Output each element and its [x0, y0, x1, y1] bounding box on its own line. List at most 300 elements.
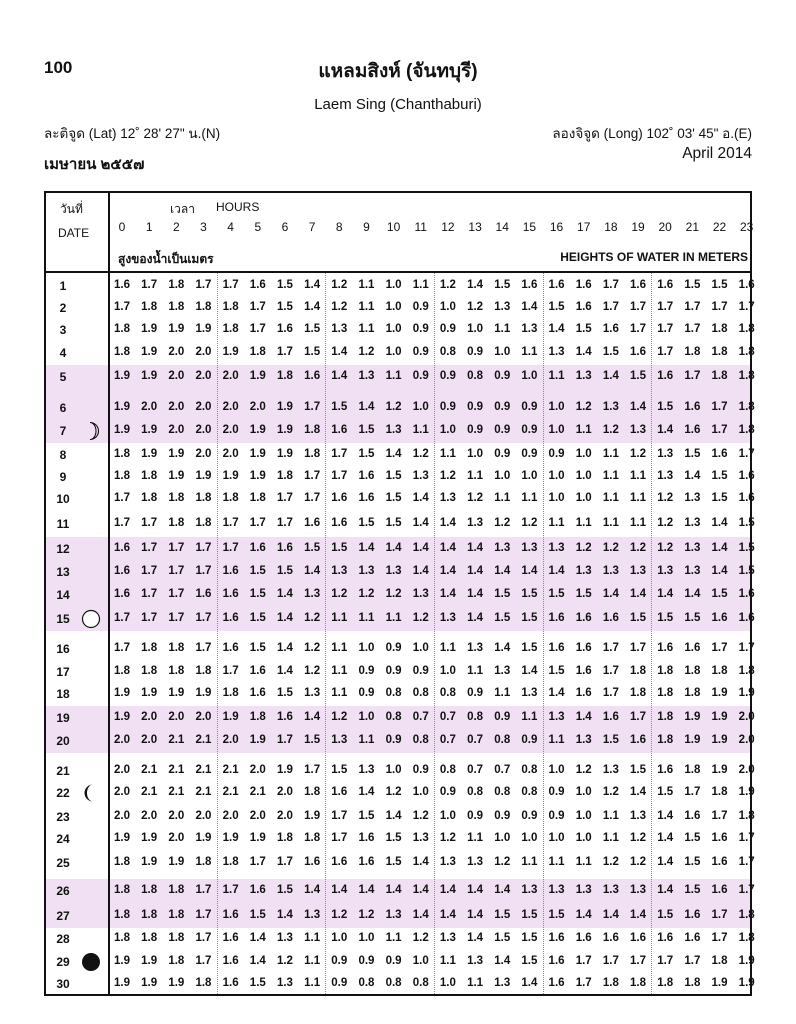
- hour-label: 23: [739, 220, 754, 234]
- tide-height-cell: 1.4: [439, 565, 456, 577]
- day-label: 12: [56, 542, 70, 556]
- tide-height-cell: 0.9: [331, 955, 348, 967]
- tide-height-cell: 2.0: [738, 711, 755, 723]
- tide-height-cell: 1.3: [602, 764, 619, 776]
- tide-height-cell: 1.7: [711, 932, 728, 944]
- tide-height-cell: 2.0: [195, 424, 212, 436]
- tide-height-cell: 1.4: [439, 884, 456, 896]
- tide-height-cell: 1.4: [467, 612, 484, 624]
- hour-label: 2: [172, 220, 180, 234]
- tide-height-cell: 1.6: [114, 542, 130, 554]
- date-header-thai: วันที่: [60, 202, 83, 216]
- tide-height-cell: 0.8: [494, 734, 511, 746]
- tide-height-cell: 1.5: [521, 588, 538, 600]
- tide-height-cell: 1.3: [684, 565, 701, 577]
- tide-height-cell: 1.3: [602, 401, 619, 413]
- tide-height-cell: 1.6: [684, 424, 701, 436]
- hour-label: 22: [712, 220, 727, 234]
- latitude-label: ละติจูด (Lat) 12˚ 28' 27" น.(N): [44, 126, 221, 141]
- tide-height-cell: 1.3: [494, 665, 511, 677]
- tide-height-cell: 1.3: [276, 932, 293, 944]
- tide-height-cell: 1.9: [738, 687, 755, 699]
- tide-height-cell: 1.3: [358, 565, 375, 577]
- tide-height-cell: 0.9: [494, 401, 511, 413]
- tide-height-cell: 1.2: [602, 542, 619, 554]
- tide-height-cell: 1.8: [304, 448, 321, 460]
- tide-height-cell: 0.8: [385, 687, 402, 699]
- tide-height-cell: 2.0: [141, 401, 158, 413]
- tide-height-cell: 1.9: [114, 977, 130, 989]
- tide-height-cell: 1.3: [412, 470, 429, 482]
- tide-height-cell: 1.1: [358, 301, 375, 313]
- tide-height-cell: 1.0: [385, 279, 402, 291]
- tide-height-cell: 0.9: [412, 764, 429, 776]
- tide-height-cell: 1.5: [494, 932, 511, 944]
- tide-height-cell: 1.3: [276, 977, 293, 989]
- tide-height-cell: 1.1: [467, 832, 484, 844]
- tide-height-cell: 1.8: [657, 977, 674, 989]
- tide-height-cell: 1.8: [657, 711, 674, 723]
- tide-height-cell: 1.5: [494, 612, 511, 624]
- tide-height-cell: 1.8: [168, 301, 185, 313]
- tide-height-cell: 1.9: [684, 734, 701, 746]
- tide-height-cell: 1.3: [304, 909, 321, 921]
- tide-height-cell: 1.7: [222, 542, 239, 554]
- tide-height-cell: 1.8: [738, 932, 755, 944]
- tide-height-cell: 1.4: [657, 588, 674, 600]
- tide-height-cell: 1.8: [657, 665, 674, 677]
- tide-height-cell: 1.7: [141, 542, 158, 554]
- tide-height-cell: 1.8: [114, 448, 130, 460]
- tide-height-cell: 1.3: [548, 884, 565, 896]
- tide-height-cell: 1.6: [711, 832, 728, 844]
- tide-height-cell: 0.9: [494, 424, 511, 436]
- tide-height-cell: 1.8: [114, 470, 130, 482]
- tide-height-cell: 1.6: [657, 279, 674, 291]
- longitude-label: ลองจิจูด (Long) 102˚ 03' 45" อ.(E): [552, 126, 752, 141]
- tide-height-cell: 1.3: [575, 370, 592, 382]
- tide-height-cell: 1.6: [630, 346, 647, 358]
- tide-height-cell: 1.2: [385, 786, 402, 798]
- tide-height-cell: 1.5: [521, 642, 538, 654]
- tide-height-cell: 2.0: [222, 401, 239, 413]
- tide-height-cell: 1.5: [684, 448, 701, 460]
- tide-height-cell: 1.6: [575, 612, 592, 624]
- tide-height-cell: 1.2: [331, 711, 348, 723]
- tide-height-cell: 1.8: [711, 955, 728, 967]
- tide-height-cell: 1.7: [222, 517, 239, 529]
- tide-height-cell: 1.5: [494, 588, 511, 600]
- tide-height-cell: 0.8: [494, 786, 511, 798]
- tide-height-cell: 1.4: [304, 279, 321, 291]
- tide-height-cell: 1.6: [684, 810, 701, 822]
- tide-height-cell: 1.2: [439, 279, 456, 291]
- tide-height-cell: 1.7: [249, 301, 266, 313]
- tide-height-cell: 1.4: [467, 565, 484, 577]
- tide-height-cell: 1.7: [195, 909, 212, 921]
- tide-height-cell: 1.8: [141, 665, 158, 677]
- tide-height-cell: 1.6: [575, 665, 592, 677]
- tide-height-cell: 1.3: [331, 565, 348, 577]
- tide-height-cell: 1.6: [738, 470, 755, 482]
- tide-height-cell: 1.4: [276, 612, 293, 624]
- tide-height-cell: 1.4: [521, 665, 538, 677]
- tide-height-cell: 1.6: [304, 517, 321, 529]
- tide-height-cell: 1.3: [575, 565, 592, 577]
- hour-label: 5: [254, 220, 262, 234]
- tide-height-cell: 1.4: [304, 301, 321, 313]
- tide-height-cell: 1.0: [439, 424, 456, 436]
- tide-height-cell: 1.8: [168, 642, 185, 654]
- day-label: 21: [56, 764, 70, 778]
- hour-label: 6: [281, 220, 289, 234]
- tide-height-cell: 1.7: [304, 470, 321, 482]
- day-label: 25: [56, 856, 70, 870]
- tide-height-cell: 1.8: [114, 856, 130, 868]
- tide-height-cell: 1.4: [467, 588, 484, 600]
- tide-height-cell: 1.9: [249, 448, 266, 460]
- tide-height-cell: 2.0: [195, 711, 212, 723]
- tide-height-cell: 1.3: [385, 909, 402, 921]
- tide-height-cell: 1.6: [222, 909, 239, 921]
- tide-height-cell: 1.9: [195, 832, 212, 844]
- tide-height-cell: 0.9: [439, 370, 456, 382]
- tide-height-cell: 1.2: [358, 346, 375, 358]
- tide-height-cell: 1.6: [114, 565, 130, 577]
- tide-height-cell: 1.1: [630, 470, 647, 482]
- tide-height-cell: 0.8: [439, 764, 456, 776]
- tide-height-cell: 1.8: [249, 711, 266, 723]
- tide-height-cell: 1.1: [385, 370, 402, 382]
- tide-height-cell: 1.0: [467, 323, 484, 335]
- tide-height-cell: 1.7: [276, 734, 293, 746]
- tide-height-cell: 1.4: [385, 542, 402, 554]
- day-label: 13: [56, 565, 70, 579]
- tide-height-cell: 1.5: [575, 588, 592, 600]
- tide-height-cell: 1.2: [467, 301, 484, 313]
- tide-height-cell: 1.9: [114, 424, 130, 436]
- tide-height-cell: 2.0: [141, 810, 158, 822]
- tide-height-cell: 1.3: [494, 301, 511, 313]
- tide-height-cell: 1.5: [657, 612, 674, 624]
- tide-height-cell: 1.1: [521, 346, 538, 358]
- tide-height-cell: 1.2: [630, 832, 647, 844]
- tide-height-cell: 1.7: [249, 856, 266, 868]
- tide-height-cell: 2.0: [114, 764, 130, 776]
- tide-height-cell: 1.7: [331, 448, 348, 460]
- tide-height-cell: 1.8: [684, 687, 701, 699]
- water-height-header-thai: สูงของน้ำเป็นเมตร: [118, 252, 214, 266]
- tide-height-cell: 0.9: [521, 424, 538, 436]
- tide-height-cell: 1.0: [575, 832, 592, 844]
- tide-height-cell: 1.4: [412, 909, 429, 921]
- tide-height-cell: 1.1: [304, 955, 321, 967]
- tide-height-cell: 0.7: [412, 711, 429, 723]
- tide-height-cell: 1.8: [602, 977, 619, 989]
- tide-height-cell: 1.7: [331, 810, 348, 822]
- tide-height-cell: 0.9: [548, 786, 565, 798]
- tide-height-cell: 1.9: [222, 832, 239, 844]
- tide-height-cell: 1.5: [521, 955, 538, 967]
- tide-height-cell: 1.1: [494, 687, 511, 699]
- tide-height-cell: 0.7: [494, 764, 511, 776]
- tide-height-cell: 1.0: [385, 301, 402, 313]
- tide-height-cell: 1.5: [630, 612, 647, 624]
- tide-height-cell: 1.5: [304, 346, 321, 358]
- tide-height-cell: 2.0: [195, 401, 212, 413]
- tide-height-cell: 1.8: [114, 932, 130, 944]
- tide-height-cell: 1.5: [276, 301, 293, 313]
- tide-height-cell: 1.6: [222, 642, 239, 654]
- tide-height-cell: 1.6: [711, 448, 728, 460]
- tide-height-cell: 1.4: [358, 786, 375, 798]
- tide-height-cell: 1.7: [168, 542, 185, 554]
- tide-height-cell: 1.6: [276, 711, 293, 723]
- hour-label: 9: [363, 220, 370, 234]
- tide-height-cell: 1.7: [711, 909, 728, 921]
- tide-height-cell: 1.2: [304, 642, 321, 654]
- tide-height-cell: 1.4: [657, 884, 674, 896]
- tide-height-cell: 2.1: [222, 786, 239, 798]
- tide-height-cell: 1.5: [331, 764, 348, 776]
- tide-height-cell: 1.7: [711, 642, 728, 654]
- tide-height-cell: 1.4: [412, 542, 429, 554]
- tide-height-cell: 2.0: [249, 764, 266, 776]
- tide-height-cell: 1.7: [684, 370, 701, 382]
- tide-height-cell: 1.4: [630, 909, 647, 921]
- tide-height-cell: 1.0: [358, 711, 375, 723]
- tide-height-cell: 1.2: [630, 448, 647, 460]
- header-divider: [46, 271, 750, 273]
- tide-height-cell: 1.7: [276, 517, 293, 529]
- tide-height-cell: 1.8: [684, 665, 701, 677]
- tide-height-cell: 1.9: [249, 734, 266, 746]
- tide-height-cell: 0.9: [439, 401, 456, 413]
- tide-height-cell: 2.0: [168, 832, 185, 844]
- tide-height-cell: 0.8: [385, 711, 402, 723]
- tide-height-cell: 1.3: [467, 955, 484, 967]
- tide-height-cell: 1.5: [385, 470, 402, 482]
- tide-height-cell: 1.0: [412, 401, 429, 413]
- tide-height-cell: 1.5: [602, 734, 619, 746]
- tide-height-cell: 1.9: [304, 810, 321, 822]
- tide-height-cell: 1.9: [141, 955, 158, 967]
- tide-height-cell: 1.6: [575, 687, 592, 699]
- tide-height-cell: 1.0: [467, 448, 484, 460]
- tide-height-cell: 2.0: [249, 810, 266, 822]
- tide-height-cell: 1.7: [114, 612, 130, 624]
- tide-height-cell: 1.4: [331, 884, 348, 896]
- tide-height-cell: 1.2: [657, 542, 674, 554]
- tide-height-cell: 1.4: [521, 565, 538, 577]
- tide-height-cell: 1.5: [657, 401, 674, 413]
- tide-height-cell: 1.6: [276, 542, 293, 554]
- tide-height-cell: 1.7: [195, 612, 212, 624]
- water-height-header-english: HEIGHTS OF WATER IN METERS: [560, 250, 748, 264]
- tide-height-cell: 1.3: [684, 542, 701, 554]
- tide-height-cell: 1.9: [711, 977, 728, 989]
- month-thai: เมษายน ๒๕๕๗: [44, 156, 145, 173]
- tide-height-cell: 1.3: [467, 517, 484, 529]
- tide-height-cell: 1.4: [276, 642, 293, 654]
- tide-height-cell: 2.0: [222, 734, 239, 746]
- day-label: 11: [56, 517, 70, 531]
- tide-height-cell: 1.6: [331, 492, 348, 504]
- tide-height-cell: 1.4: [385, 884, 402, 896]
- day-label: 14: [56, 588, 70, 602]
- tide-height-cell: 1.3: [331, 323, 348, 335]
- tide-height-cell: 1.8: [195, 517, 212, 529]
- tide-height-cell: 2.0: [276, 786, 293, 798]
- day-label: 16: [56, 642, 70, 656]
- tide-height-cell: 1.6: [602, 711, 619, 723]
- tide-height-cell: 1.9: [738, 977, 755, 989]
- tide-height-cell: 1.6: [575, 932, 592, 944]
- tide-height-cell: 1.1: [358, 279, 375, 291]
- tide-height-cell: 1.6: [657, 642, 674, 654]
- tide-height-cell: 0.9: [494, 370, 511, 382]
- tide-height-cell: 1.4: [630, 786, 647, 798]
- tide-height-cell: 1.4: [304, 711, 321, 723]
- tide-height-cell: 1.3: [630, 565, 647, 577]
- tide-height-cell: 1.4: [521, 301, 538, 313]
- tide-height-cell: 2.1: [195, 764, 212, 776]
- tide-height-cell: 1.5: [358, 424, 375, 436]
- tide-height-cell: 1.0: [548, 470, 565, 482]
- tide-height-cell: 1.7: [711, 810, 728, 822]
- first-quarter-moon-icon: [81, 421, 101, 446]
- tide-height-cell: 1.0: [548, 401, 565, 413]
- tide-height-cell: 1.4: [304, 884, 321, 896]
- tide-height-cell: 1.4: [331, 346, 348, 358]
- tide-height-cell: 1.1: [385, 932, 402, 944]
- tide-height-cell: 1.4: [412, 884, 429, 896]
- tide-height-cell: 0.9: [548, 448, 565, 460]
- tide-height-cell: 1.4: [494, 955, 511, 967]
- tide-height-cell: 2.0: [738, 734, 755, 746]
- tide-height-cell: 1.6: [738, 612, 755, 624]
- tide-height-cell: 1.8: [684, 346, 701, 358]
- tide-height-cell: 1.5: [304, 734, 321, 746]
- tide-height-cell: 1.7: [602, 955, 619, 967]
- tide-height-cell: 1.2: [304, 665, 321, 677]
- tide-height-cell: 1.9: [249, 470, 266, 482]
- tide-height-cell: 1.0: [575, 470, 592, 482]
- tide-height-cell: 1.8: [114, 323, 130, 335]
- tide-height-cell: 1.9: [195, 470, 212, 482]
- tide-height-cell: 1.7: [141, 588, 158, 600]
- tide-height-cell: 1.2: [412, 932, 429, 944]
- tide-height-cell: 1.7: [141, 565, 158, 577]
- tide-height-cell: 2.0: [168, 810, 185, 822]
- tide-height-cell: 1.2: [494, 517, 511, 529]
- tide-height-cell: 1.9: [114, 955, 130, 967]
- tide-height-cell: 1.1: [439, 448, 456, 460]
- tide-height-cell: 1.2: [385, 401, 402, 413]
- tide-height-cell: 1.5: [575, 323, 592, 335]
- tide-height-cell: 1.2: [657, 517, 674, 529]
- tide-height-cell: 1.8: [168, 932, 185, 944]
- day-label: 1: [59, 279, 67, 293]
- tide-height-cell: 1.9: [738, 955, 755, 967]
- tide-height-cell: 1.1: [439, 955, 456, 967]
- tide-height-cell: 1.5: [358, 810, 375, 822]
- tide-height-cell: 1.9: [114, 832, 130, 844]
- tide-height-cell: 1.0: [439, 977, 456, 989]
- tide-height-cell: 1.9: [684, 711, 701, 723]
- tide-height-cell: 1.7: [222, 279, 239, 291]
- tide-height-cell: 1.8: [249, 492, 266, 504]
- tide-height-cell: 1.9: [114, 687, 130, 699]
- tide-height-cell: 2.0: [195, 448, 212, 460]
- tide-height-cell: 1.9: [276, 764, 293, 776]
- tide-height-cell: 1.9: [141, 370, 158, 382]
- tide-height-cell: 0.9: [467, 401, 484, 413]
- tide-height-cell: 1.8: [168, 279, 185, 291]
- tide-height-cell: 1.6: [575, 279, 592, 291]
- tide-height-cell: 1.3: [602, 565, 619, 577]
- tide-height-cell: 1.7: [304, 764, 321, 776]
- tide-height-cell: 1.4: [684, 470, 701, 482]
- tide-height-cell: 1.9: [711, 687, 728, 699]
- tide-height-cell: 1.6: [548, 612, 565, 624]
- hour-label: 11: [414, 220, 427, 234]
- tide-height-cell: 1.9: [711, 711, 728, 723]
- tide-height-cell: 1.3: [575, 734, 592, 746]
- tide-height-cell: 1.0: [521, 832, 538, 844]
- tide-height-cell: 1.7: [249, 323, 266, 335]
- tide-height-cell: 2.0: [114, 786, 130, 798]
- tide-height-cell: 1.8: [168, 492, 185, 504]
- tide-height-cell: 1.6: [738, 492, 755, 504]
- tide-height-cell: 1.5: [304, 542, 321, 554]
- tide-height-cell: 1.4: [439, 909, 456, 921]
- month-english: April 2014: [682, 145, 752, 162]
- tide-height-cell: 1.7: [657, 323, 674, 335]
- tide-height-cell: 1.9: [168, 448, 185, 460]
- tide-height-cell: 1.7: [630, 955, 647, 967]
- last-quarter-moon-icon: [81, 783, 101, 808]
- tide-height-cell: 1.3: [521, 884, 538, 896]
- tide-height-cell: 1.9: [141, 448, 158, 460]
- tide-height-cell: 1.5: [276, 884, 293, 896]
- hour-label: 3: [200, 220, 207, 234]
- tide-height-cell: 1.6: [711, 856, 728, 868]
- tide-height-cell: 2.0: [168, 424, 185, 436]
- tide-height-cell: 1.8: [141, 470, 158, 482]
- tide-height-cell: 1.6: [249, 542, 266, 554]
- tide-height-cell: 1.3: [494, 977, 511, 989]
- tide-height-cell: 1.3: [358, 764, 375, 776]
- tide-height-cell: 1.1: [331, 612, 348, 624]
- tide-height-cell: 0.8: [467, 786, 484, 798]
- tide-height-cell: 1.9: [141, 832, 158, 844]
- tide-height-cell: 1.5: [711, 470, 728, 482]
- tide-height-cell: 1.4: [249, 955, 266, 967]
- tide-height-cell: 1.8: [195, 977, 212, 989]
- tide-height-cell: 2.1: [222, 764, 239, 776]
- tide-height-cell: 1.5: [385, 492, 402, 504]
- tide-height-cell: 1.4: [304, 565, 321, 577]
- tide-height-cell: 1.5: [249, 642, 266, 654]
- tide-height-cell: 1.2: [575, 542, 592, 554]
- tide-height-cell: 1.3: [602, 884, 619, 896]
- tide-height-cell: 1.8: [168, 517, 185, 529]
- tide-height-cell: 1.8: [141, 301, 158, 313]
- tide-height-cell: 1.3: [439, 856, 456, 868]
- tide-height-cell: 1.3: [630, 884, 647, 896]
- tide-height-cell: 1.7: [602, 665, 619, 677]
